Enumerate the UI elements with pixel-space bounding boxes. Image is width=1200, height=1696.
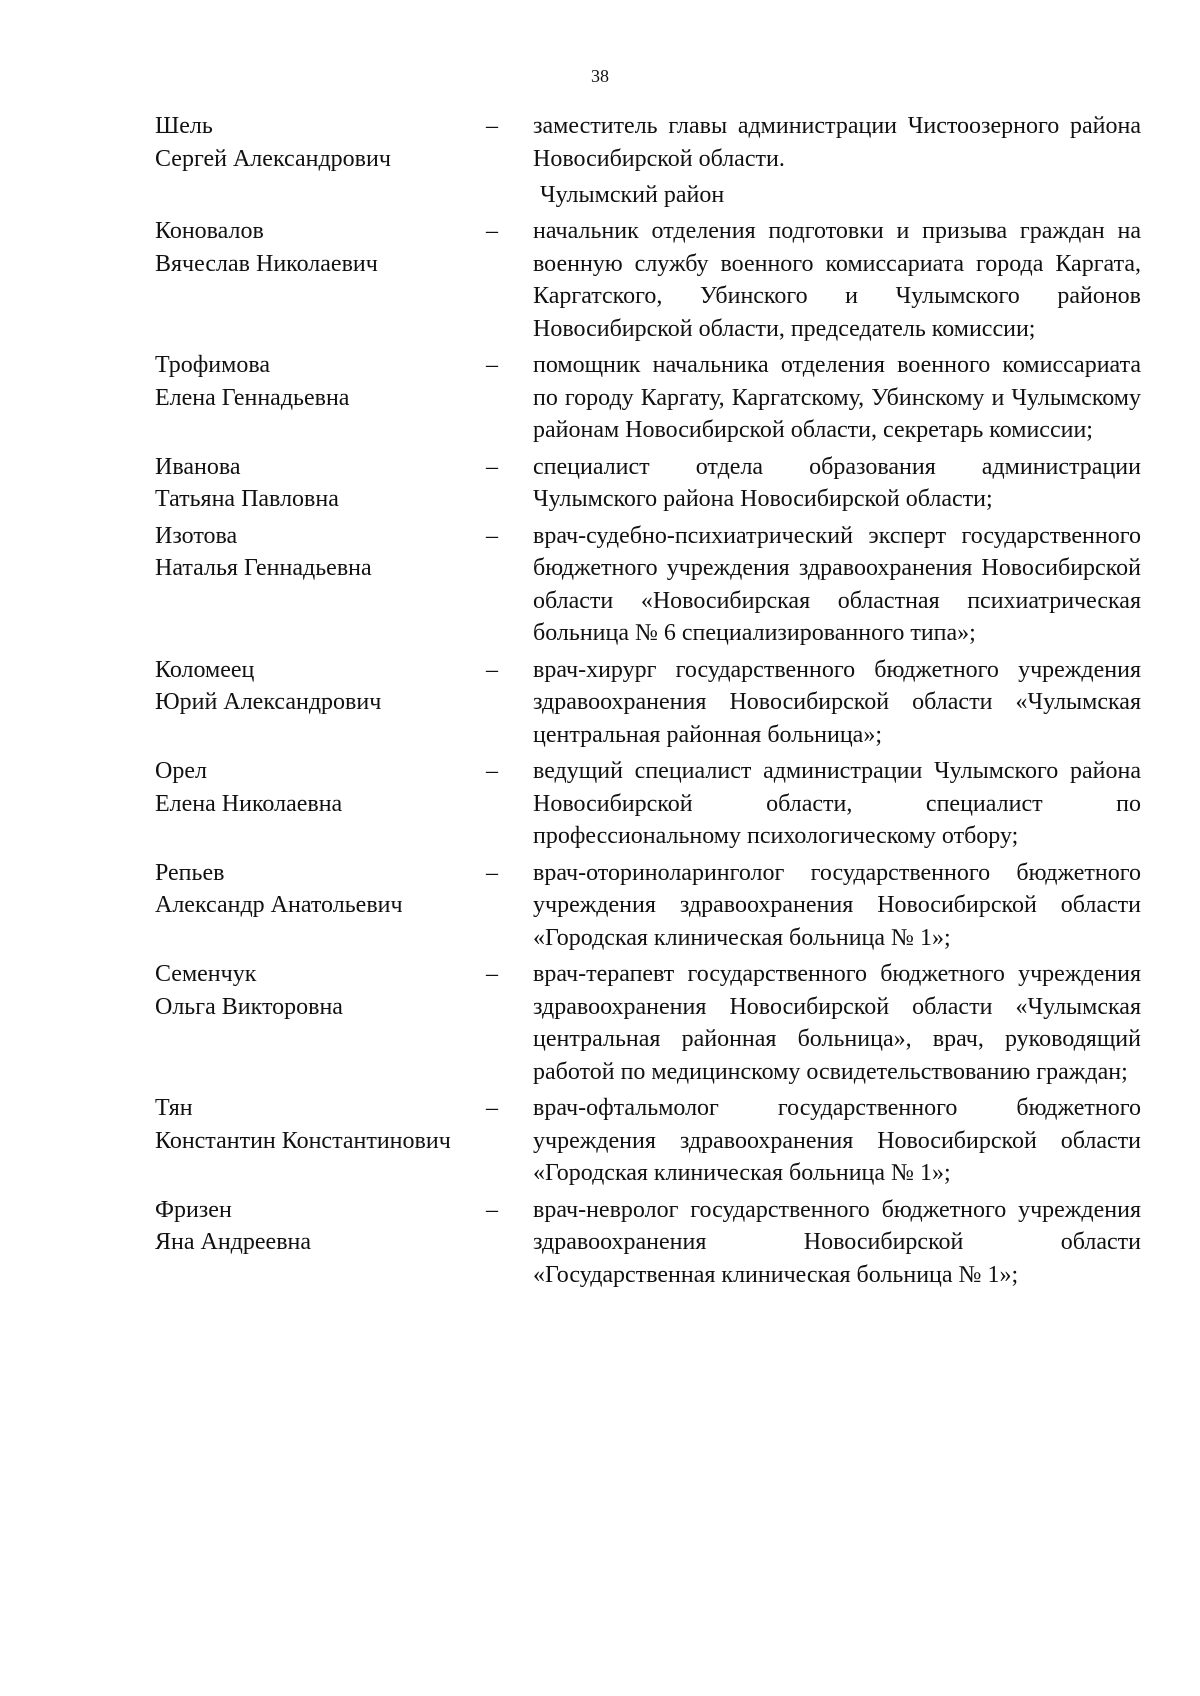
dash-separator: – bbox=[486, 656, 498, 683]
member-surname: Репьев bbox=[155, 859, 225, 886]
member-name bbox=[155, 1194, 510, 1259]
member-given-names: Наталья Геннадьевна bbox=[155, 555, 372, 581]
member-role: врач-терапевт государственного бюджетного учреждения здравоохранения Новосибирской области «Чулымская центральная районная больница», врач, руководящий работой по медицинскому освидетельствованию граждан; bbox=[533, 961, 1141, 1085]
member-given-names: Вячеслав Николаевич bbox=[155, 250, 378, 277]
member-name bbox=[155, 958, 510, 1023]
member-given-names: Елена Николаевна bbox=[155, 790, 343, 817]
dash-separator: – bbox=[486, 1095, 498, 1121]
member-surname: Шель bbox=[155, 113, 213, 139]
member-entry bbox=[155, 520, 1141, 650]
dash-separator: – bbox=[486, 859, 498, 886]
member-role: заместитель главы администрации Чистоозерного района Новосибирской области. bbox=[533, 113, 1141, 172]
member-surname: Орел bbox=[155, 758, 207, 784]
dash-separator: – bbox=[486, 218, 498, 244]
member-role: специалист отдела образования администрации Чулымского района Новосибирской области; bbox=[533, 453, 1141, 512]
member-given-names: Татьяна Павловна bbox=[155, 486, 339, 512]
member-entry bbox=[155, 857, 1141, 955]
member-entry bbox=[155, 1092, 1141, 1190]
member-entry bbox=[155, 215, 1141, 345]
member-name bbox=[155, 349, 510, 414]
dash-separator: – bbox=[486, 758, 498, 784]
member-surname: Изотова bbox=[155, 522, 238, 549]
member-name bbox=[155, 110, 510, 175]
dash-separator: – bbox=[486, 1196, 498, 1223]
member-surname: Трофимова bbox=[155, 352, 270, 378]
member-surname: Коновалов bbox=[155, 218, 264, 244]
member-role: помощник начальника отделения военного комиссариата по городу Каргату, Каргатскому, Убинскому и Чулымскому районам Новосибирской области, секретарь комиссии; bbox=[533, 352, 1141, 443]
dash-separator: – bbox=[486, 113, 498, 139]
member-surname: Семенчук bbox=[155, 961, 257, 987]
member-name bbox=[155, 1092, 510, 1157]
member-name bbox=[155, 215, 510, 280]
member-entry bbox=[155, 1194, 1141, 1292]
member-entry-shel bbox=[155, 110, 1141, 175]
member-name bbox=[155, 520, 510, 585]
member-entry bbox=[155, 958, 1141, 1088]
member-surname: Коломеец bbox=[155, 656, 255, 683]
member-role: врач-оториноларинголог государственного бюджетного учреждения здравоохранения Новосибирской области «Городская клиническая больница № 1»; bbox=[533, 859, 1141, 951]
member-name bbox=[155, 451, 510, 516]
section-heading-district: Чулымский район bbox=[540, 182, 725, 208]
member-given-names: Ольга Викторовна bbox=[155, 993, 343, 1020]
member-role: врач-невролог государственного бюджетного учреждения здравоохранения Новосибирской области «Государственная клиническая больница № 1»; bbox=[533, 1196, 1141, 1288]
member-role: ведущий специалист администрации Чулымского района Новосибирской области, специалист по профессиональному психологическому отбору; bbox=[533, 758, 1141, 849]
member-name bbox=[155, 857, 510, 922]
member-role: начальник отделения подготовки и призыва граждан на военную службу военного комиссариата города Каргата, Каргатского, Убинского и Чулымского районов Новосибирской области, председатель комиссии; bbox=[533, 218, 1141, 342]
dash-separator: – bbox=[486, 522, 498, 549]
member-entry bbox=[155, 451, 1141, 516]
dash-separator: – bbox=[486, 961, 498, 987]
member-name bbox=[155, 755, 510, 820]
member-role: врач-хирург государственного бюджетного учреждения здравоохранения Новосибирской области «Чулымская центральная районная больница»; bbox=[533, 656, 1141, 748]
page-number: 38 bbox=[591, 66, 609, 86]
member-name bbox=[155, 654, 510, 719]
member-given-names: Константин Константинович bbox=[155, 1127, 451, 1154]
member-surname: Фризен bbox=[155, 1196, 232, 1223]
member-given-names: Александр Анатольевич bbox=[155, 892, 403, 918]
member-given-names: Яна Андреевна bbox=[155, 1229, 312, 1255]
member-given-names: Елена Геннадьевна bbox=[155, 384, 350, 411]
member-role: врач-судебно-психиатрический эксперт государственного бюджетного учреждения здравоохранения Новосибирской области «Новосибирская областная психиатрическая больница № 6 специализированного типа»; bbox=[533, 522, 1141, 646]
member-surname: Тян bbox=[155, 1095, 193, 1121]
member-entry bbox=[155, 654, 1141, 752]
commission-list bbox=[155, 110, 1141, 1291]
member-role: врач-офтальмолог государственного бюджетного учреждения здравоохранения Новосибирской области «Городская клиническая больница № 1»; bbox=[533, 1095, 1141, 1186]
dash-separator: – bbox=[486, 453, 498, 480]
member-entry bbox=[155, 349, 1141, 447]
member-given-names: Юрий Александрович bbox=[155, 689, 382, 715]
member-entry bbox=[155, 755, 1141, 853]
member-given-names: Сергей Александрович bbox=[155, 145, 391, 172]
member-surname: Иванова bbox=[155, 453, 241, 480]
dash-separator: – bbox=[486, 352, 498, 378]
